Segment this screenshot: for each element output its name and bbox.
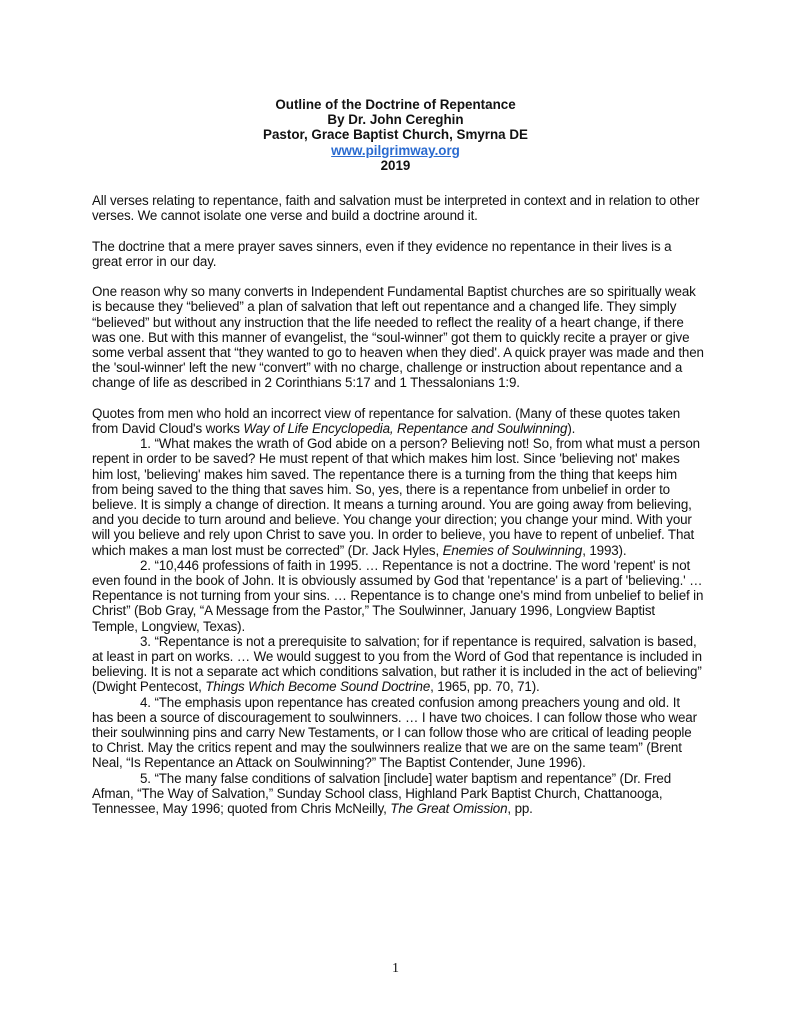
quotes-intro-end: ).: [567, 421, 576, 436]
quote-text: 2. “10,446 professions of faith in 1995. … Repentance is not a doctrine. The word 'repent' is not even found in the book of John. It is obviously assumed by God that 'repentance' is a part of 'believing.' … Repentance is not turning from your sins. … Repentance is to change one's mind from unbelief to belief in Christ” (Bob Gray, “A Message from the Pastor,” The Soulwinner, January 1996, Longview Baptist Temple, Longview, Texas).: [92, 557, 704, 634]
quote-text: 3. “Repentance is not a prerequisite to salvation; for if repentance is required, salvation is based, at least in part on works. … We would suggest to you from the Word of God that repentance is included in believing. It is not a separate act which conditions salvation, but rather it is included in the act of believing” (Dwight Pentecost,: [92, 633, 702, 695]
document-title: Outline of the Doctrine of Repentance: [275, 97, 516, 112]
document-body: [92, 193, 704, 816]
quote-source-title: Enemies of Soulwinning: [442, 542, 583, 558]
quote-citation-end: , 1993).: [582, 542, 627, 558]
quotes-intro-works: Way of Life Encyclopedia, Repentance and Soulwinning: [243, 421, 568, 436]
quote-text: 4. “The emphasis upon repentance has created confusion among preachers young and old. It has been a source of discouragement to soulwinners. … I have two choices. I can follow those who wear their soulwinning pins and carry New Testaments, or I can follow those who are critical of leading people to Christ. May the critics repent and may the soulwinners realize that we are on the same team” (Brent Neal, “Is Repentance an Attack on Soulwinning?” The Baptist Contender, June 1996).: [92, 694, 697, 771]
quote-item: [92, 695, 704, 771]
title-block: [0, 97, 791, 173]
quote-item: [92, 436, 704, 558]
page-number: 1: [392, 961, 399, 976]
paragraph-prayer-error: The doctrine that a mere prayer saves sinners, even if they evidence no repentance in their lives is a great error in our day.: [92, 238, 672, 269]
author-line: By Dr. John Cereghin: [327, 112, 464, 128]
quote-item: [92, 634, 704, 695]
quote-citation-end: , 1965, pp. 70, 71).: [430, 679, 540, 695]
paragraph-context: All verses relating to repentance, faith and salvation must be interpreted in context and in relation to other verses. We cannot isolate one verse and build a doctrine around it.: [92, 193, 700, 224]
quote-source-title: Things Which Become Sound Doctrine: [205, 679, 431, 695]
quote-text: 5. “The many false conditions of salvation [include] water baptism and repentance” (Dr. Fred Afman, “The Way of Salvation,” Sunday School class, Highland Park Baptist Church, Chattanooga, Tennessee, May 1996; quoted from Chris McNeilly,: [92, 770, 672, 817]
year-line: 2019: [380, 157, 411, 173]
quote-item: [92, 558, 704, 634]
quote-text: 1. “What makes the wrath of God abide on a person? Believing not! So, from what must a person repent in order to be saved? He must repent of that which makes him lost. Since 'believing not' makes him lost, 'believing' makes him saved. The repentance there is a turning from the thing that keeps him from being saved to the thing that saves him. So, yes, there is a repentance from unbelief in order to believe. It is simply a change of direction. It means a turning around. You are going away from believing, and you decide to turn around and believe. You change your direction; you change your mind. With your will you believe and rely upon Christ to save you. In order to believe, you have to repent of unbelief. That which makes a man lost must be corrected” (Dr. Jack Hyles,: [92, 436, 700, 558]
quotes-intro: [92, 406, 704, 436]
website-link[interactable]: www.pilgrimway.org: [331, 142, 460, 158]
paragraph-weak-converts: One reason why so many converts in Independent Fundamental Baptist churches are so spiritually weak is because they “believed” a plan of salvation that left out repentance and a changed life. They simply “believed” but without any instruction that the life needed to reflect the reality of a heart change, if there was one. But with this manner of evangelist, the “soul-winner” got them to quickly recite a prayer or give some verbal assent that “they wanted to go to heaven when they died'. A quick prayer was made and then the 'soul-winner' left the new “convert” with no charge, challenge or instruction about repentance and a change of life as described in 2 Corinthians 5:17 and 1 Thessalonians 1:9.: [92, 284, 704, 391]
quote-source-title: The Great Omission: [390, 801, 508, 817]
quotes-intro-text: Quotes from men who hold an incorrect view of repentance for salvation. (Many of these quotes taken from David Cloud's works: [92, 405, 681, 436]
quote-item: [92, 771, 704, 817]
quote-citation-end: , pp.: [507, 801, 533, 817]
affiliation-line: Pastor, Grace Baptist Church, Smyrna DE: [263, 127, 528, 143]
